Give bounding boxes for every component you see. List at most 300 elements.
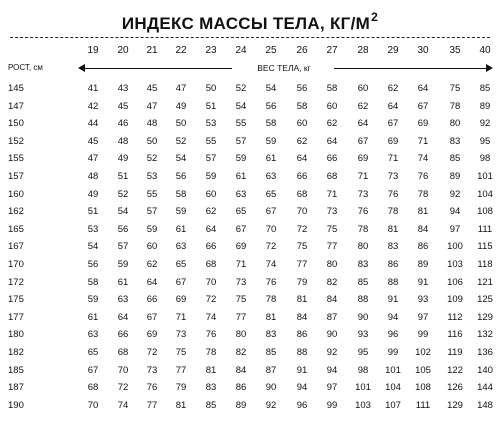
title-rule: [10, 37, 490, 38]
weight-cell: 85: [205, 400, 217, 411]
weight-cell: 83: [387, 241, 399, 252]
weight-cell: 52: [146, 153, 158, 164]
weight-cell: 82: [326, 277, 338, 288]
weight-cell: 119: [447, 347, 463, 358]
weight-cell: 68: [326, 171, 338, 182]
weight-cell: 62: [387, 83, 399, 94]
weight-cell: 86: [417, 241, 429, 252]
weight-cell: 64: [417, 83, 429, 94]
weight-cell: 86: [235, 382, 247, 393]
weight-cell: 99: [326, 400, 338, 411]
weight-cell: 80: [449, 118, 461, 129]
weight-cell: 76: [265, 277, 277, 288]
weight-cell: 83: [449, 136, 461, 147]
weight-cell: 108: [415, 382, 431, 393]
weight-cell: 63: [265, 171, 277, 182]
weight-cell: 57: [117, 241, 129, 252]
weight-cell: 81: [205, 365, 217, 376]
weight-cell: 129: [447, 400, 463, 411]
weight-cell: 101: [477, 171, 493, 182]
weight-cell: 64: [357, 118, 369, 129]
weight-cell: 111: [477, 224, 493, 235]
weight-cell: 72: [205, 294, 217, 305]
weight-cell: 71: [357, 171, 369, 182]
weight-cell: 92: [265, 400, 277, 411]
weight-cell: 89: [479, 101, 491, 112]
weight-cell: 86: [387, 259, 399, 270]
weight-cell: 66: [205, 241, 217, 252]
height-cell: 152: [8, 136, 24, 147]
weight-cell: 60: [205, 189, 217, 200]
weight-cell: 73: [235, 277, 247, 288]
weight-cell: 47: [175, 83, 187, 94]
weight-cell: 59: [265, 136, 277, 147]
weight-cell: 70: [87, 400, 99, 411]
weight-cell: 81: [387, 224, 399, 235]
weight-cell: 47: [146, 101, 158, 112]
weight-cell: 144: [477, 382, 493, 393]
weight-cell: 72: [296, 224, 308, 235]
weight-cell: 69: [357, 153, 369, 164]
weight-cell: 98: [357, 365, 369, 376]
weight-cell: 63: [175, 241, 187, 252]
weight-cell: 92: [449, 189, 461, 200]
weight-cell: 70: [205, 277, 217, 288]
weight-cell: 94: [296, 382, 308, 393]
weight-cell: 59: [117, 259, 129, 270]
weight-cell: 96: [296, 400, 308, 411]
weight-cell: 51: [205, 101, 217, 112]
bmi-column-header: 24: [235, 45, 247, 56]
weight-cell: 111: [415, 400, 431, 411]
weight-cell: 78: [357, 224, 369, 235]
weight-cell: 95: [479, 136, 491, 147]
weight-cell: 79: [296, 277, 308, 288]
weight-cell: 122: [447, 365, 463, 376]
weight-cell: 54: [265, 83, 277, 94]
height-cell: 187: [8, 382, 24, 393]
weight-cell: 78: [449, 101, 461, 112]
weight-cell: 59: [175, 206, 187, 217]
weight-cell: 64: [117, 312, 129, 323]
weight-cell: 51: [117, 171, 129, 182]
height-cell: 177: [8, 312, 24, 323]
bmi-column-header: 29: [387, 45, 399, 56]
weight-cell: 55: [235, 118, 247, 129]
bmi-column-header: 30: [417, 45, 429, 56]
weight-cell: 73: [146, 365, 158, 376]
weight-cell: 84: [326, 294, 338, 305]
weight-cell: 80: [235, 329, 247, 340]
weight-cell: 61: [87, 312, 99, 323]
weight-cell: 69: [146, 329, 158, 340]
weight-cell: 58: [296, 101, 308, 112]
bmi-column-header: 22: [175, 45, 187, 56]
weight-cell: 54: [87, 241, 99, 252]
weight-cell: 107: [385, 400, 401, 411]
weight-cell: 116: [447, 329, 463, 340]
weight-cell: 129: [477, 312, 493, 323]
weight-cell: 56: [117, 224, 129, 235]
weight-cell: 65: [175, 259, 187, 270]
weight-cell: 81: [417, 206, 429, 217]
weight-cell: 43: [117, 83, 129, 94]
weight-cell: 73: [326, 206, 338, 217]
weight-cell: 87: [326, 312, 338, 323]
weight-cell: 90: [326, 329, 338, 340]
weight-cell: 45: [117, 101, 129, 112]
weight-cell: 72: [117, 382, 129, 393]
weight-cell: 82: [235, 347, 247, 358]
weight-cell: 63: [235, 189, 247, 200]
weight-cell: 95: [357, 347, 369, 358]
weight-cell: 101: [355, 382, 371, 393]
weight-cell: 125: [477, 294, 493, 305]
weight-cell: 46: [117, 118, 129, 129]
weight-cell: 92: [479, 118, 491, 129]
weight-cell: 89: [417, 259, 429, 270]
weight-cell: 104: [477, 189, 493, 200]
weight-cell: 67: [357, 136, 369, 147]
weight-cell: 88: [387, 277, 399, 288]
weight-cell: 47: [87, 153, 99, 164]
height-cell: 145: [8, 83, 24, 94]
weight-cell: 81: [175, 400, 187, 411]
weight-cell: 59: [146, 224, 158, 235]
weight-cell: 68: [296, 189, 308, 200]
weight-cell: 118: [477, 259, 493, 270]
weight-cell: 66: [146, 294, 158, 305]
weight-cell: 76: [417, 171, 429, 182]
weight-cell: 61: [175, 224, 187, 235]
weight-cell: 62: [205, 206, 217, 217]
weight-cell: 101: [385, 365, 401, 376]
weight-cell: 72: [146, 347, 158, 358]
weight-cell: 97: [449, 224, 461, 235]
weight-cell: 84: [296, 312, 308, 323]
weight-cell: 53: [87, 224, 99, 235]
height-cell: 172: [8, 277, 24, 288]
weight-cell: 79: [175, 382, 187, 393]
weight-cell: 105: [415, 365, 431, 376]
height-cell: 190: [8, 400, 24, 411]
bmi-column-header: 19: [87, 45, 99, 56]
weight-cell: 45: [146, 83, 158, 94]
weight-axis-label: ВЕС ТЕЛА, кг: [257, 63, 311, 73]
bmi-column-header: 28: [357, 45, 369, 56]
weight-cell: 56: [87, 259, 99, 270]
weight-cell: 48: [87, 171, 99, 182]
weight-cell: 64: [205, 224, 217, 235]
bmi-column-header: 21: [146, 45, 158, 56]
weight-cell: 77: [296, 259, 308, 270]
weight-cell: 72: [265, 241, 277, 252]
weight-cell: 66: [326, 153, 338, 164]
weight-cell: 60: [326, 101, 338, 112]
weight-cell: 61: [117, 277, 129, 288]
weight-cell: 67: [387, 118, 399, 129]
weight-cell: 99: [417, 329, 429, 340]
weight-cell: 78: [205, 347, 217, 358]
weight-cell: 67: [265, 206, 277, 217]
weight-cell: 97: [417, 312, 429, 323]
weight-cell: 59: [205, 171, 217, 182]
weight-cell: 108: [477, 206, 493, 217]
weight-cell: 103: [447, 259, 463, 270]
weight-cell: 42: [87, 101, 99, 112]
weight-cell: 78: [387, 206, 399, 217]
weight-cell: 41: [87, 83, 99, 94]
weight-cell: 76: [357, 206, 369, 217]
weight-cell: 74: [265, 259, 277, 270]
weight-cell: 68: [87, 382, 99, 393]
weight-cell: 44: [87, 118, 99, 129]
weight-cell: 86: [296, 329, 308, 340]
weight-cell: 48: [117, 136, 129, 147]
weight-cell: 70: [296, 206, 308, 217]
weight-cell: 60: [357, 83, 369, 94]
weight-cell: 100: [447, 241, 463, 252]
height-cell: 180: [8, 329, 24, 340]
weight-cell: 58: [326, 83, 338, 94]
weight-cell: 57: [205, 153, 217, 164]
weight-cell: 65: [87, 347, 99, 358]
weight-cell: 69: [417, 118, 429, 129]
weight-cell: 148: [477, 400, 493, 411]
weight-cell: 73: [357, 189, 369, 200]
bmi-column-header: 27: [326, 45, 338, 56]
weight-cell: 58: [87, 277, 99, 288]
weight-cell: 84: [417, 224, 429, 235]
weight-cell: 53: [205, 118, 217, 129]
weight-cell: 60: [146, 241, 158, 252]
bmi-column-header: 40: [479, 45, 491, 56]
height-cell: 155: [8, 153, 24, 164]
height-cell: 157: [8, 171, 24, 182]
weight-cell: 75: [326, 224, 338, 235]
weight-cell: 51: [87, 206, 99, 217]
weight-cell: 88: [357, 294, 369, 305]
weight-cell: 57: [146, 206, 158, 217]
weight-cell: 126: [447, 382, 463, 393]
height-cell: 185: [8, 365, 24, 376]
weight-cell: 140: [477, 365, 493, 376]
title-superscript: 2: [371, 10, 379, 24]
weight-cell: 136: [477, 347, 493, 358]
weight-cell: 96: [387, 329, 399, 340]
weight-cell: 85: [479, 83, 491, 94]
weight-cell: 75: [296, 241, 308, 252]
bmi-column-header: 25: [265, 45, 277, 56]
weight-cell: 67: [417, 101, 429, 112]
weight-cell: 97: [326, 382, 338, 393]
height-cell: 147: [8, 101, 24, 112]
weight-cell: 62: [146, 259, 158, 270]
weight-cell: 94: [449, 206, 461, 217]
weight-cell: 106: [447, 277, 463, 288]
arrow-right-icon: [486, 64, 493, 72]
height-cell: 167: [8, 241, 24, 252]
height-cell: 162: [8, 206, 24, 217]
weight-cell: 55: [205, 136, 217, 147]
weight-cell: 83: [205, 382, 217, 393]
weight-cell: 64: [387, 101, 399, 112]
weight-cell: 73: [387, 171, 399, 182]
weight-cell: 64: [326, 136, 338, 147]
weight-cell: 56: [175, 171, 187, 182]
weight-cell: 121: [477, 277, 493, 288]
weight-cell: 50: [146, 136, 158, 147]
weight-cell: 61: [235, 171, 247, 182]
weight-cell: 62: [296, 136, 308, 147]
weight-cell: 77: [235, 312, 247, 323]
weight-cell: 69: [175, 294, 187, 305]
weight-cell: 81: [296, 294, 308, 305]
weight-cell: 54: [117, 206, 129, 217]
weight-cell: 52: [235, 83, 247, 94]
weight-cell: 76: [205, 329, 217, 340]
height-cell: 182: [8, 347, 24, 358]
weight-cell: 93: [417, 294, 429, 305]
weight-cell: 93: [357, 329, 369, 340]
weight-cell: 80: [326, 259, 338, 270]
weight-cell: 85: [265, 347, 277, 358]
weight-cell: 78: [265, 294, 277, 305]
weight-cell: 59: [87, 294, 99, 305]
weight-cell: 103: [355, 400, 371, 411]
arrow-line-left: [84, 68, 232, 69]
weight-cell: 75: [175, 347, 187, 358]
weight-cell: 58: [175, 189, 187, 200]
weight-cell: 62: [326, 118, 338, 129]
weight-cell: 99: [387, 347, 399, 358]
weight-cell: 88: [296, 347, 308, 358]
arrow-line-right: [334, 68, 486, 69]
weight-cell: 66: [117, 329, 129, 340]
weight-cell: 94: [387, 312, 399, 323]
weight-cell: 75: [449, 83, 461, 94]
weight-cell: 109: [447, 294, 463, 305]
weight-cell: 112: [447, 312, 463, 323]
weight-cell: 48: [146, 118, 158, 129]
weight-cell: 67: [146, 312, 158, 323]
weight-cell: 68: [205, 259, 217, 270]
weight-cell: 71: [417, 136, 429, 147]
weight-cell: 69: [235, 241, 247, 252]
weight-cell: 45: [87, 136, 99, 147]
weight-cell: 76: [387, 189, 399, 200]
weight-cell: 49: [117, 153, 129, 164]
bmi-column-header: 23: [205, 45, 217, 56]
height-cell: 170: [8, 259, 24, 270]
weight-cell: 94: [326, 365, 338, 376]
height-cell: 160: [8, 189, 24, 200]
title-text: ИНДЕКС МАССЫ ТЕЛА, КГ/М: [121, 14, 371, 33]
weight-cell: 54: [175, 153, 187, 164]
height-cell: 165: [8, 224, 24, 235]
weight-cell: 71: [235, 259, 247, 270]
weight-cell: 90: [357, 312, 369, 323]
weight-cell: 91: [296, 365, 308, 376]
weight-cell: 74: [117, 400, 129, 411]
weight-cell: 53: [146, 171, 158, 182]
bmi-column-header: 20: [117, 45, 129, 56]
weight-cell: 50: [205, 83, 217, 94]
weight-cell: 62: [357, 101, 369, 112]
weight-cell: 49: [87, 189, 99, 200]
weight-cell: 81: [265, 312, 277, 323]
bmi-column-header: 35: [449, 45, 461, 56]
weight-cell: 65: [265, 189, 277, 200]
weight-cell: 84: [235, 365, 247, 376]
weight-cell: 75: [235, 294, 247, 305]
weight-cell: 58: [265, 118, 277, 129]
weight-cell: 52: [117, 189, 129, 200]
weight-cell: 64: [146, 277, 158, 288]
weight-cell: 70: [117, 365, 129, 376]
weight-cell: 64: [296, 153, 308, 164]
weight-cell: 68: [117, 347, 129, 358]
weight-cell: 78: [417, 189, 429, 200]
weight-cell: 65: [235, 206, 247, 217]
weight-cell: 74: [417, 153, 429, 164]
table-title: [0, 10, 500, 36]
weight-cell: 71: [326, 189, 338, 200]
weight-cell: 91: [387, 294, 399, 305]
weight-cell: 77: [175, 365, 187, 376]
weight-cell: 85: [449, 153, 461, 164]
height-cell: 150: [8, 118, 24, 129]
weight-cell: 115: [477, 241, 493, 252]
weight-cell: 71: [387, 153, 399, 164]
bmi-column-header: 26: [296, 45, 308, 56]
weight-cell: 50: [175, 118, 187, 129]
weight-cell: 83: [357, 259, 369, 270]
weight-cell: 71: [175, 312, 187, 323]
weight-cell: 92: [326, 347, 338, 358]
weight-cell: 90: [265, 382, 277, 393]
weight-cell: 67: [87, 365, 99, 376]
weight-cell: 66: [296, 171, 308, 182]
weight-cell: 83: [265, 329, 277, 340]
weight-cell: 59: [235, 153, 247, 164]
weight-cell: 102: [415, 347, 431, 358]
weight-cell: 52: [175, 136, 187, 147]
weight-cell: 49: [175, 101, 187, 112]
weight-cell: 74: [205, 312, 217, 323]
weight-cell: 80: [357, 241, 369, 252]
weight-cell: 87: [265, 365, 277, 376]
weight-cell: 56: [296, 83, 308, 94]
weight-cell: 73: [175, 329, 187, 340]
weight-cell: 56: [265, 101, 277, 112]
weight-cell: 91: [417, 277, 429, 288]
weight-cell: 70: [265, 224, 277, 235]
weight-cell: 77: [326, 241, 338, 252]
weight-cell: 85: [357, 277, 369, 288]
weight-cell: 98: [479, 153, 491, 164]
weight-cell: 61: [265, 153, 277, 164]
height-cell: 175: [8, 294, 24, 305]
weight-cell: 89: [235, 400, 247, 411]
weight-cell: 60: [296, 118, 308, 129]
height-axis-label: РОСТ, см: [8, 63, 43, 72]
weight-cell: 63: [87, 329, 99, 340]
weight-cell: 132: [477, 329, 493, 340]
weight-cell: 57: [235, 136, 247, 147]
weight-cell: 69: [387, 136, 399, 147]
weight-cell: 76: [146, 382, 158, 393]
